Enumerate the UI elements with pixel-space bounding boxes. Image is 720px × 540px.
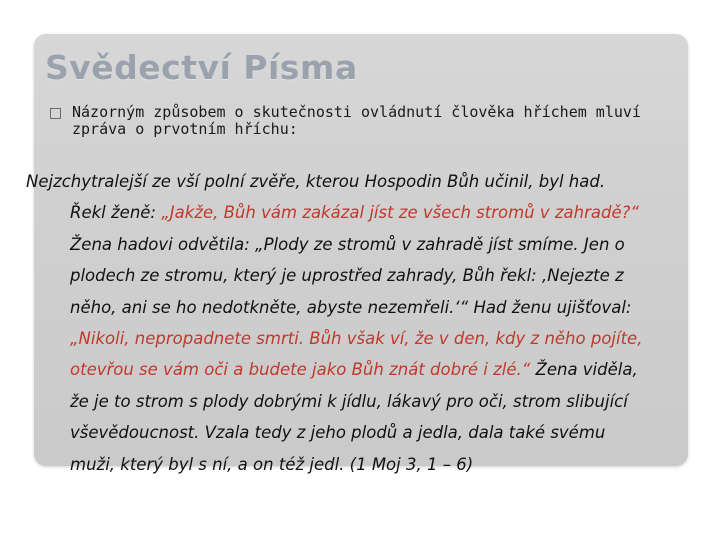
scripture-line: vševědoucnost. Vzala tedy z jeho plodů a jedla, dala také svému <box>70 423 606 443</box>
scripture-line: plodech ze stromu, který je uprostřed zahrady, Bůh řekl: ‚Nejezte z <box>70 266 624 286</box>
scripture-quoted-speech: „Jakže, Bůh vám zakázal jíst ze všech stromů v zahradě?“ <box>161 203 639 223</box>
square-bullet-icon <box>50 108 61 119</box>
scripture-line: že je to strom s plody dobrými k jídlu, lákavý pro oči, strom slibující <box>70 391 628 411</box>
bullet-text: Názorným způsobem o skutečnosti ovládnutí člověka hříchem mluví zpráva o prvotním hříchu: <box>72 103 641 138</box>
scripture-line <box>26 354 686 385</box>
scripture-quote <box>26 166 686 480</box>
scripture-quoted-speech: „Nikoli, nepropadnete smrti. Bůh však ví, že v den, kdy z něho pojíte, <box>70 329 643 349</box>
slide-title: Svědectví Písma <box>45 48 358 87</box>
scripture-line: Nejzchytralejší ze vší polní zvěře, kterou Hospodin Bůh učinil, byl had. <box>26 172 606 191</box>
scripture-text: Žena viděla, <box>530 360 638 380</box>
scripture-text: Řekl ženě: <box>70 203 162 223</box>
scripture-quoted-speech: otevřou se vám oči a budete jako Bůh znát dobré i zlé.“ <box>70 360 531 380</box>
scripture-line: něho, ani se ho nedotkněte, abyste nezemřeli.‘“ Had ženu ujišťoval: <box>70 297 632 317</box>
scripture-line <box>26 197 686 228</box>
scripture-line: Žena hadovi odvětila: „Plody ze stromů v zahradě jíst smíme. Jen o <box>70 234 625 254</box>
scripture-line: muži, který byl s ní, a on též jedl. (1 Moj 3, 1 – 6) <box>70 454 474 474</box>
